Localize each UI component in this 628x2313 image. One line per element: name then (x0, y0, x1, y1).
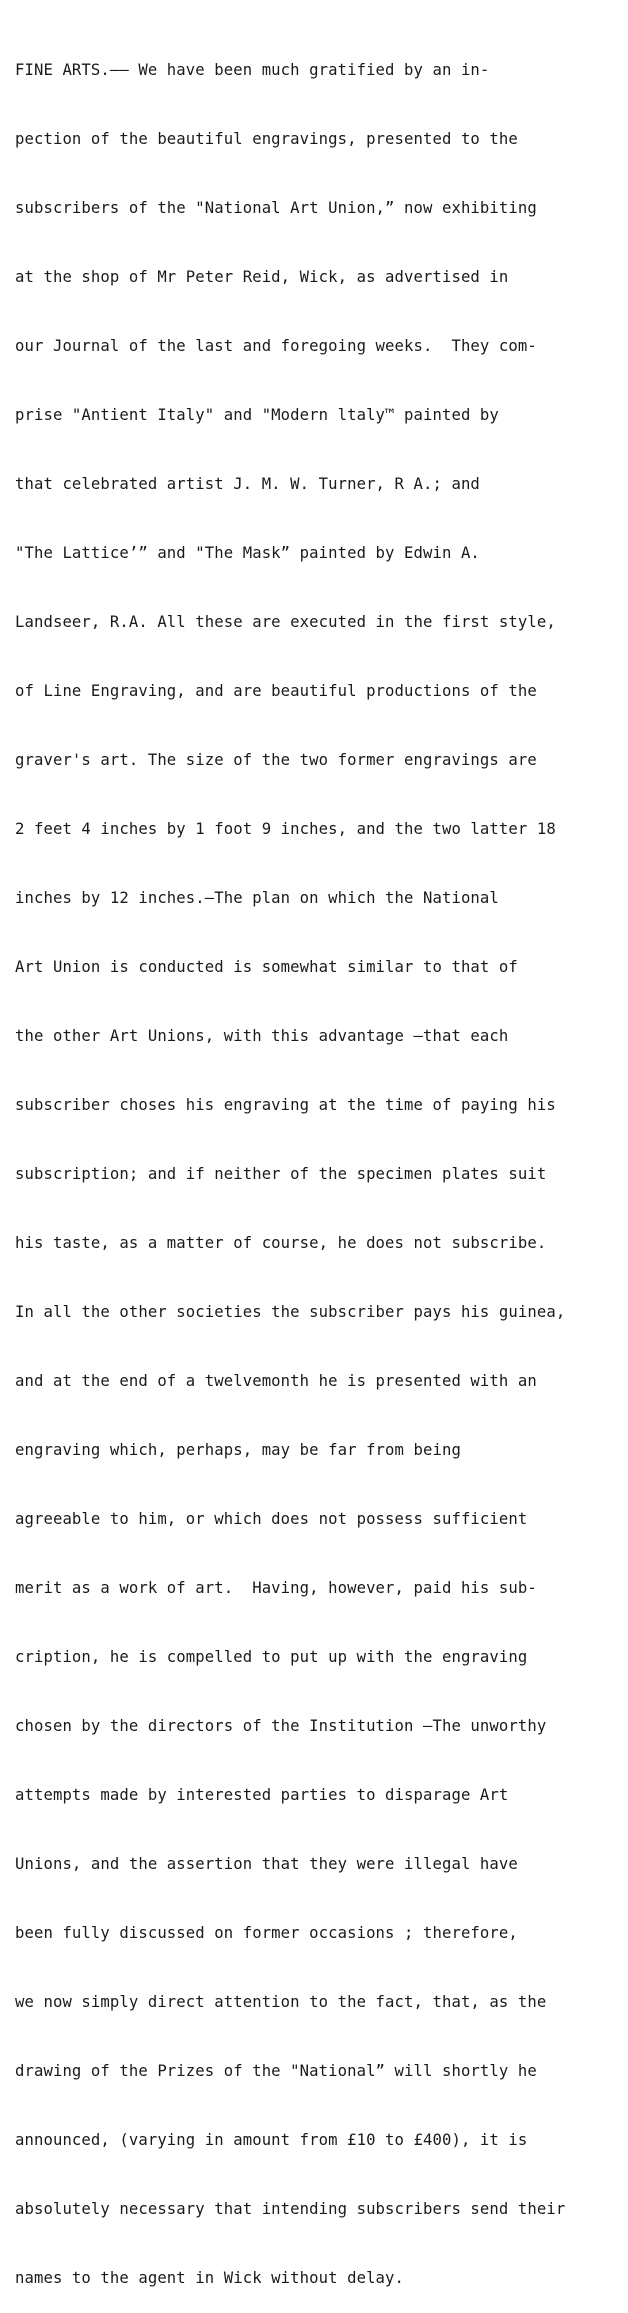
text-line: subscribers of the "National Art Union,” now exhibiting (15, 199, 537, 217)
text-line: absolutely necessary that intending subscribers send their (15, 2200, 566, 2218)
text-line: attempts made by interested parties to disparage Art (15, 1786, 509, 1804)
text-line: inches by 12 inches.—The plan on which the National (15, 889, 499, 907)
text-line: announced, (varying in amount from £10 to £400), it is (15, 2131, 528, 2149)
text-line: drawing of the Prizes of the "National” will shortly he (15, 2062, 537, 2080)
text-line: names to the agent in Wick without delay. (15, 2269, 405, 2287)
text-line: subscription; and if neither of the specimen plates suit (15, 1165, 547, 1183)
text-line: pection of the beautiful engravings, presented to the (15, 130, 518, 148)
text-line: Unions, and the assertion that they were illegal have (15, 1855, 518, 1873)
text-line: cription, he is compelled to put up with the engraving (15, 1648, 528, 1666)
text-line: we now simply direct attention to the fact, that, as the (15, 1993, 547, 2011)
text-line: prise "Antient Italy" and "Modern ltaly™ painted by (15, 406, 499, 424)
article-text (15, 13, 623, 2313)
text-line: subscriber choses his engraving at the time of paying his (15, 1096, 556, 1114)
text-line: at the shop of Mr Peter Reid, Wick, as advertised in (15, 268, 509, 286)
text-line: merit as a work of art. Having, however, paid his sub- (15, 1579, 537, 1597)
text-line: engraving which, perhaps, may be far from being (15, 1441, 461, 1459)
text-line: our Journal of the last and foregoing weeks. They com- (15, 337, 537, 355)
text-line: In all the other societies the subscriber pays his guinea, (15, 1303, 566, 1321)
text-line: the other Art Unions, with this advantage —that each (15, 1027, 509, 1045)
text-line: his taste, as a matter of course, he does not subscribe. (15, 1234, 547, 1252)
text-line: FINE ARTS.—— We have been much gratified by an in- (15, 61, 490, 79)
text-line: 2 feet 4 inches by 1 foot 9 inches, and the two latter 18 (15, 820, 556, 838)
text-line: been fully discussed on former occasions ; therefore, (15, 1924, 518, 1942)
text-line: and at the end of a twelvemonth he is presented with an (15, 1372, 537, 1390)
text-line: "The Lattice’” and "The Mask” painted by Edwin A. (15, 544, 480, 562)
text-line: Landseer, R.A. All these are executed in the first style, (15, 613, 556, 631)
text-line: graver's art. The size of the two former engravings are (15, 751, 537, 769)
text-line: agreeable to him, or which does not possess sufficient (15, 1510, 528, 1528)
text-line: that celebrated artist J. M. W. Turner, R A.; and (15, 475, 480, 493)
text-line: Art Union is conducted is somewhat similar to that of (15, 958, 518, 976)
text-line: chosen by the directors of the Institution —The unworthy (15, 1717, 547, 1735)
text-line: of Line Engraving, and are beautiful productions of the (15, 682, 537, 700)
